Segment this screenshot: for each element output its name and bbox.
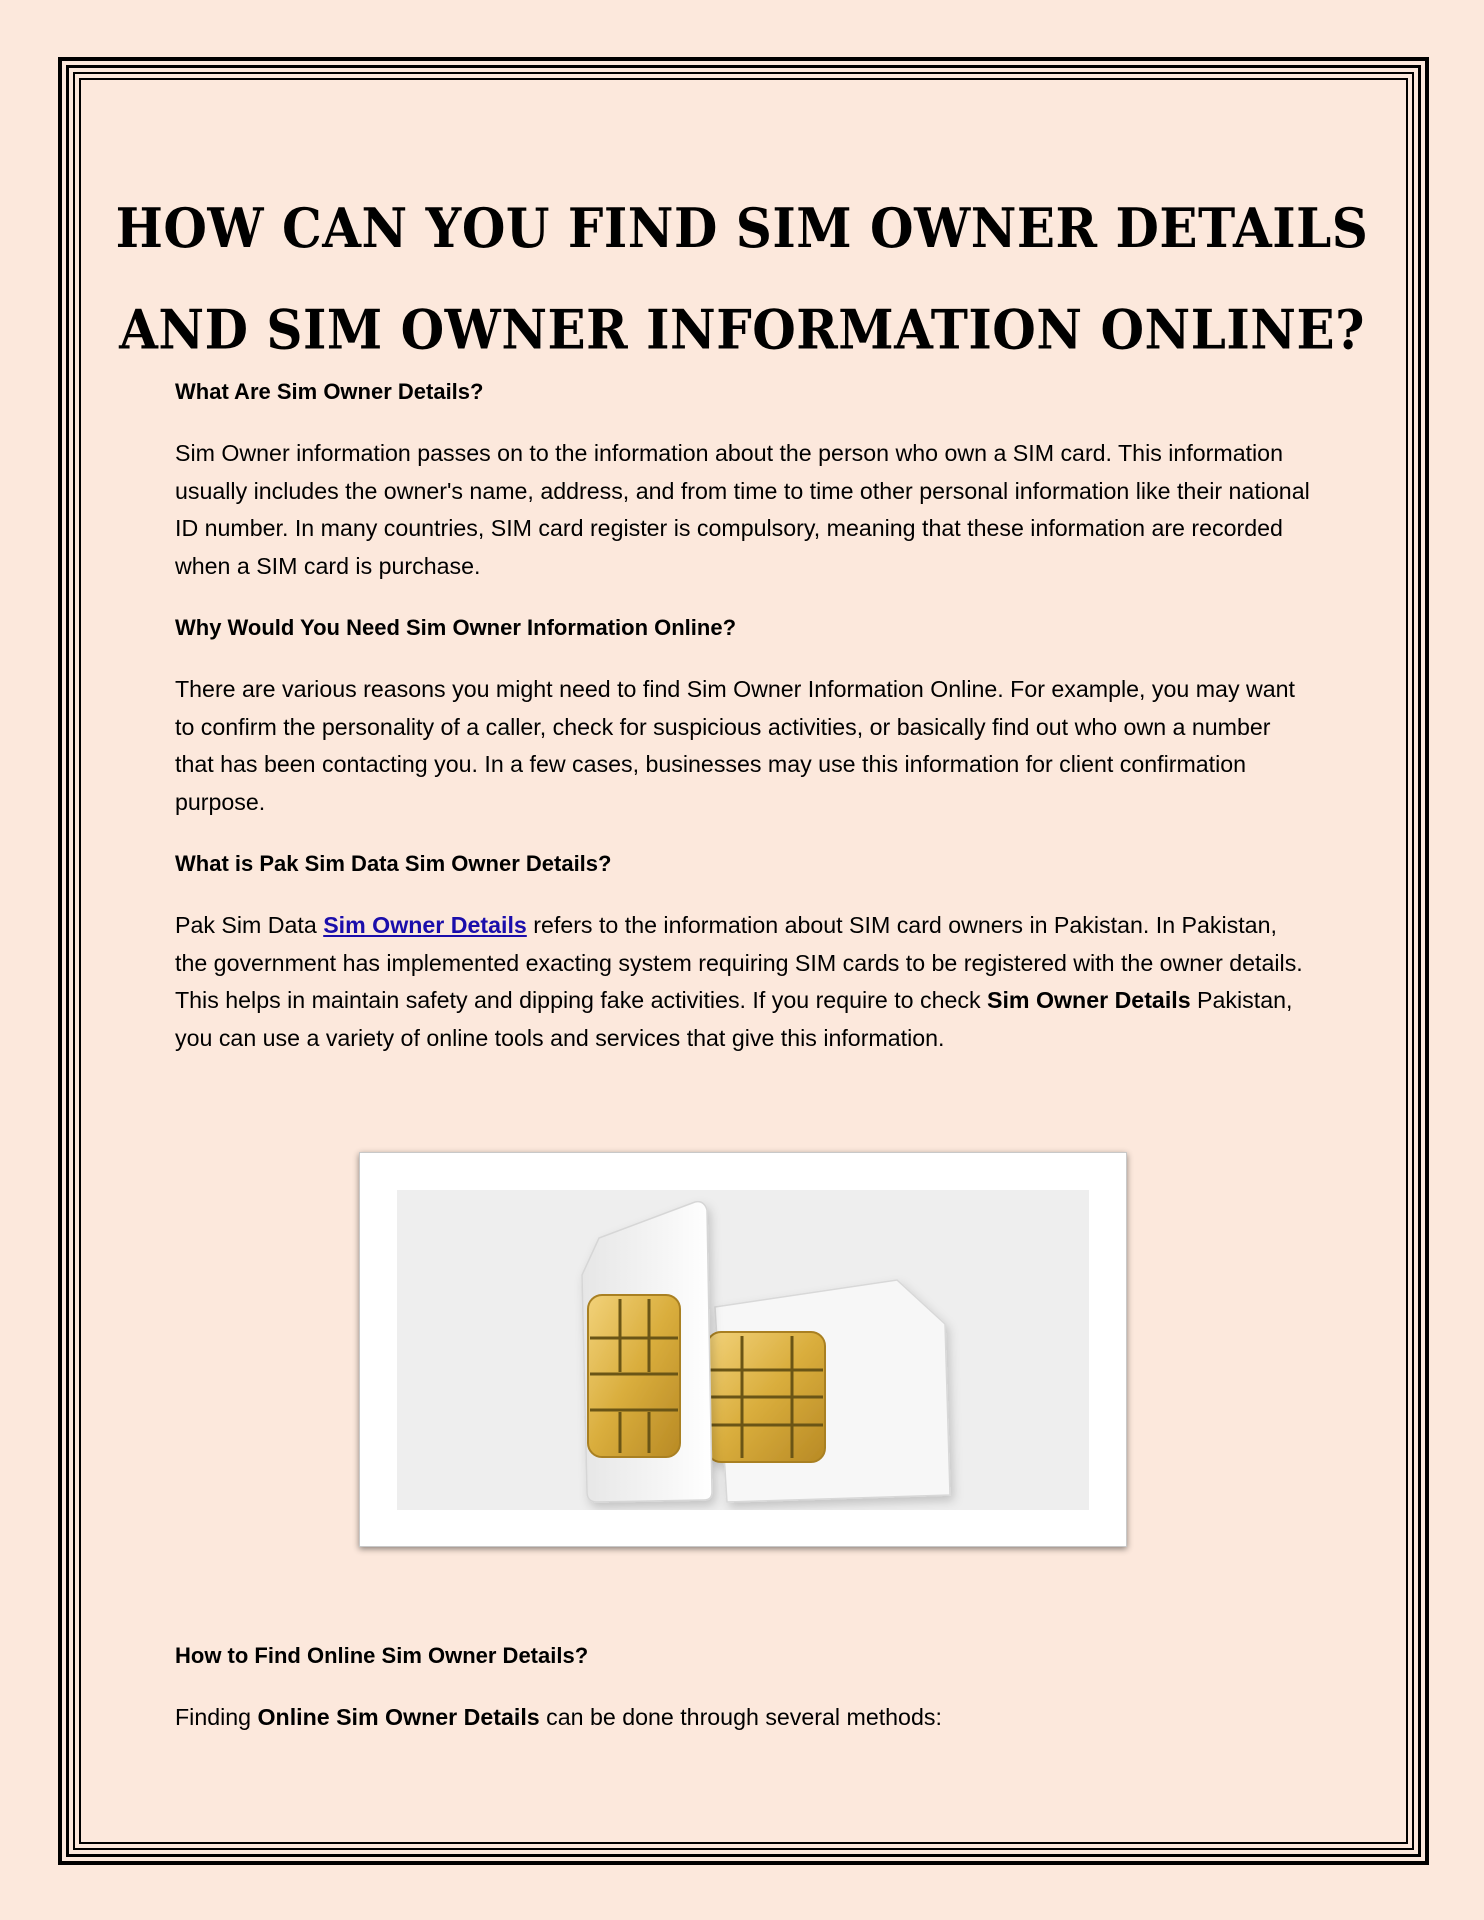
paragraph-text: refers to the information about SIM card owners in Pakistan. In Pakistan, the government has implemented exacting system requiring SIM cards to be registered with the owner details. This helps in maintain safety and dipping fake activities. If you require to check [175, 912, 1303, 1013]
section-heading: How to Find Online Sim Owner Details? [175, 1643, 589, 1668]
bold-text: Online Sim Owner Details [257, 1704, 540, 1730]
section-heading: Why Would You Need Sim Owner Information Online? [175, 615, 737, 640]
paragraph-text: Pak Sim Data [175, 912, 324, 938]
page-title-line-1: HOW CAN YOU FIND SIM OWNER DETAILS [115, 196, 1369, 261]
paragraph-text: Pakistan, you can use a variety of online tools and services that give this information. [175, 987, 1293, 1051]
section-paragraph: Sim Owner information passes on to the information about the person who own a SIM card. This information usually includes the owner's name, address, and from time to time other personal information like their national ID number. In many countries, SIM card register is compulsory, meaning that these information are recorded when a SIM card is purchase. [175, 440, 1310, 579]
bold-text: Sim Owner Details [987, 987, 1191, 1013]
section-paragraph [175, 1699, 1310, 1737]
page-title-line-2: AND SIM OWNER INFORMATION ONLINE? [119, 297, 1365, 362]
paragraph-text: Finding [175, 1704, 258, 1730]
section-heading: What is Pak Sim Data Sim Owner Details? [175, 851, 612, 876]
section-paragraph: There are various reasons you might need to find Sim Owner Information Online. For example, you may want to confirm the personality of a caller, check for suspicious activities, or basically find out who own a number that has been contacting you. In a few cases, businesses may use this information for client confirmation purpose. [175, 676, 1295, 815]
sim-cards-icon [397, 1190, 1089, 1510]
sim-owner-details-link[interactable]: Sim Owner Details [323, 912, 527, 938]
sim-cards-image [397, 1190, 1089, 1510]
paragraph-text: can be done through several methods: [539, 1704, 942, 1730]
section-paragraph [175, 907, 1310, 1057]
page-title [110, 178, 1374, 381]
section-heading: What Are Sim Owner Details? [175, 379, 484, 404]
sim-cards-image-frame [359, 1152, 1127, 1547]
